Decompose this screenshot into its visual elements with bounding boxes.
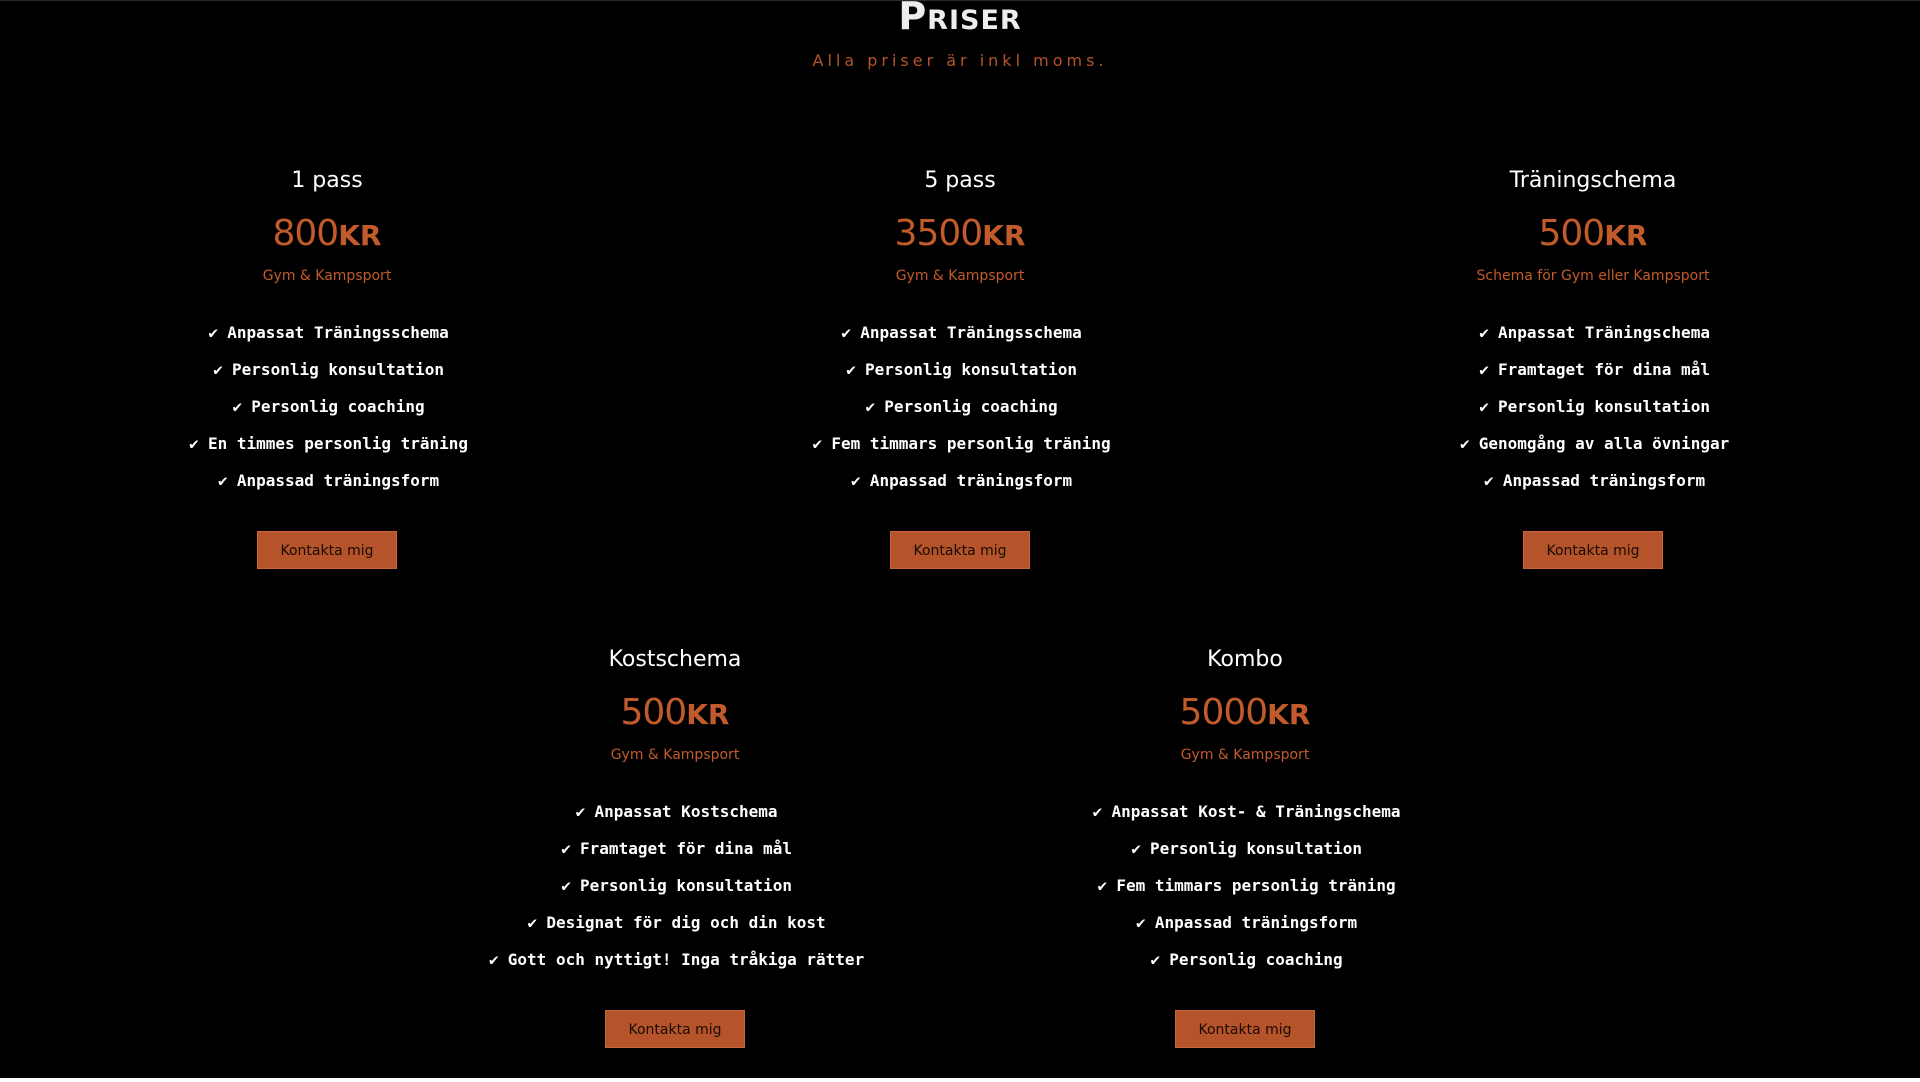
price-currency: KR: [1267, 698, 1311, 731]
plan-card-1-pass: [107, 166, 547, 569]
feature-label: Anpassat Kost- & Träningschema: [1111, 802, 1401, 821]
feature-item: [107, 322, 547, 344]
check-icon: ✔: [1484, 471, 1494, 490]
price-amount: 800: [272, 213, 339, 254]
feature-label: Personlig coaching: [1169, 950, 1343, 969]
feature-label: Fem timmars personlig träning: [831, 434, 1111, 453]
check-icon: ✔: [527, 913, 538, 932]
check-icon: ✔: [1150, 950, 1161, 969]
plan-title: Kombo: [1207, 647, 1283, 672]
feature-label: Anpassat Träningsschema: [227, 323, 449, 342]
feature-label: En timmes personlig träning: [207, 434, 469, 453]
feature-label: Personlig konsultation: [580, 876, 792, 895]
feature-label: Anpassat Kostschema: [594, 802, 778, 821]
feature-item: [107, 396, 547, 418]
price-amount: 500: [1538, 213, 1605, 254]
feature-item: [455, 912, 895, 934]
contact-button[interactable]: Kontakta mig: [605, 1010, 745, 1048]
feature-item: [1025, 875, 1465, 897]
price-amount: 500: [620, 692, 687, 733]
plan-subtitle: Gym & Kampsport: [610, 747, 740, 763]
plan-subtitle: Gym & Kampsport: [1180, 747, 1310, 763]
check-icon: ✔: [1479, 323, 1489, 342]
feature-list: [1373, 322, 1813, 492]
feature-item: [1025, 838, 1465, 860]
bottom-divider: [0, 1078, 1920, 1082]
contact-button[interactable]: Kontakta mig: [1175, 1010, 1315, 1048]
feature-list: [455, 801, 895, 971]
feature-item: [740, 322, 1180, 344]
feature-label: Anpassad träningsform: [236, 471, 440, 490]
feature-item: [1373, 396, 1813, 418]
feature-label: Designat för dig och din kost: [546, 913, 826, 932]
price-currency: KR: [982, 219, 1026, 252]
feature-label: Personlig konsultation: [232, 360, 444, 379]
price-currency: KR: [686, 698, 730, 731]
price-amount: 5000: [1179, 692, 1268, 733]
check-icon: ✔: [1479, 360, 1489, 379]
contact-button[interactable]: Kontakta mig: [890, 531, 1030, 569]
plan-subtitle: Gym & Kampsport: [262, 268, 392, 284]
feature-label: Gott och nyttigt! Inga tråkiga rätter: [507, 950, 865, 969]
feature-label: Anpassad träningsform: [1502, 471, 1706, 490]
feature-label: Personlig konsultation: [865, 360, 1077, 379]
feature-item: [107, 470, 547, 492]
feature-item: [455, 801, 895, 823]
check-icon: ✔: [1097, 876, 1108, 895]
page-title: Priser: [898, 0, 1022, 38]
check-icon: ✔: [865, 397, 876, 416]
plan-subtitle: Schema för Gym eller Kampsport: [1476, 268, 1710, 284]
check-icon: ✔: [841, 323, 852, 342]
plan-card-kostschema: [455, 645, 895, 1048]
feature-item: [1373, 470, 1813, 492]
plan-title: Träningschema: [1509, 168, 1677, 193]
feature-item: [107, 359, 547, 381]
check-icon: ✔: [1092, 802, 1103, 821]
feature-item: [107, 433, 547, 455]
check-icon: ✔: [846, 360, 856, 379]
feature-label: Personlig konsultation: [1498, 397, 1710, 416]
plan-title: Kostschema: [608, 647, 742, 672]
page-subtitle: Alla priser är inkl moms.: [812, 51, 1108, 70]
check-icon: ✔: [851, 471, 861, 490]
feature-list: [107, 322, 547, 492]
feature-item: [740, 433, 1180, 455]
plan-title: 5 pass: [924, 168, 996, 193]
feature-label: Genomgång av alla övningar: [1478, 434, 1730, 453]
plan-price: [455, 691, 895, 735]
plan-card-traningschema: [1373, 166, 1813, 569]
feature-item: [455, 875, 895, 897]
price-amount: 3500: [894, 213, 983, 254]
feature-item: [1025, 912, 1465, 934]
feature-label: Anpassad träningsform: [869, 471, 1073, 490]
check-icon: ✔: [189, 434, 199, 453]
check-icon: ✔: [1136, 913, 1146, 932]
feature-item: [740, 396, 1180, 418]
check-icon: ✔: [1459, 434, 1470, 453]
feature-item: [1373, 322, 1813, 344]
price-currency: KR: [338, 219, 382, 252]
plan-card-5-pass: [740, 166, 1180, 569]
feature-item: [1373, 359, 1813, 381]
feature-item: [455, 838, 895, 860]
contact-button[interactable]: Kontakta mig: [257, 531, 397, 569]
check-icon: ✔: [561, 839, 571, 858]
check-icon: ✔: [561, 876, 571, 895]
feature-label: Anpassat Träningsschema: [860, 323, 1082, 342]
feature-label: Fem timmars personlig träning: [1116, 876, 1396, 895]
feature-item: [1373, 433, 1813, 455]
feature-label: Personlig konsultation: [1150, 839, 1362, 858]
check-icon: ✔: [232, 397, 243, 416]
check-icon: ✔: [812, 434, 823, 453]
feature-item: [740, 470, 1180, 492]
feature-label: Framtaget för dina mål: [580, 839, 792, 858]
plan-price: [1373, 212, 1813, 256]
check-icon: ✔: [213, 360, 223, 379]
plan-price: [107, 212, 547, 256]
feature-item: [740, 359, 1180, 381]
check-icon: ✔: [488, 950, 499, 969]
feature-label: Framtaget för dina mål: [1498, 360, 1710, 379]
feature-label: Personlig coaching: [884, 397, 1058, 416]
feature-list: [1025, 801, 1465, 971]
check-icon: ✔: [1131, 839, 1141, 858]
check-icon: ✔: [208, 323, 219, 342]
feature-label: Anpassad träningsform: [1154, 913, 1358, 932]
feature-item: [1025, 949, 1465, 971]
feature-item: [1025, 801, 1465, 823]
plan-title: 1 pass: [291, 168, 363, 193]
check-icon: ✔: [575, 802, 586, 821]
feature-item: [455, 949, 895, 971]
plan-card-kombo: [1025, 645, 1465, 1048]
plan-price: [1025, 691, 1465, 735]
plan-subtitle: Gym & Kampsport: [895, 268, 1025, 284]
contact-button[interactable]: Kontakta mig: [1523, 531, 1663, 569]
feature-label: Anpassat Träningschema: [1498, 323, 1710, 342]
feature-list: [740, 322, 1180, 492]
check-icon: ✔: [218, 471, 228, 490]
plan-price: [740, 212, 1180, 256]
price-currency: KR: [1604, 219, 1648, 252]
feature-label: Personlig coaching: [251, 397, 425, 416]
check-icon: ✔: [1479, 397, 1489, 416]
